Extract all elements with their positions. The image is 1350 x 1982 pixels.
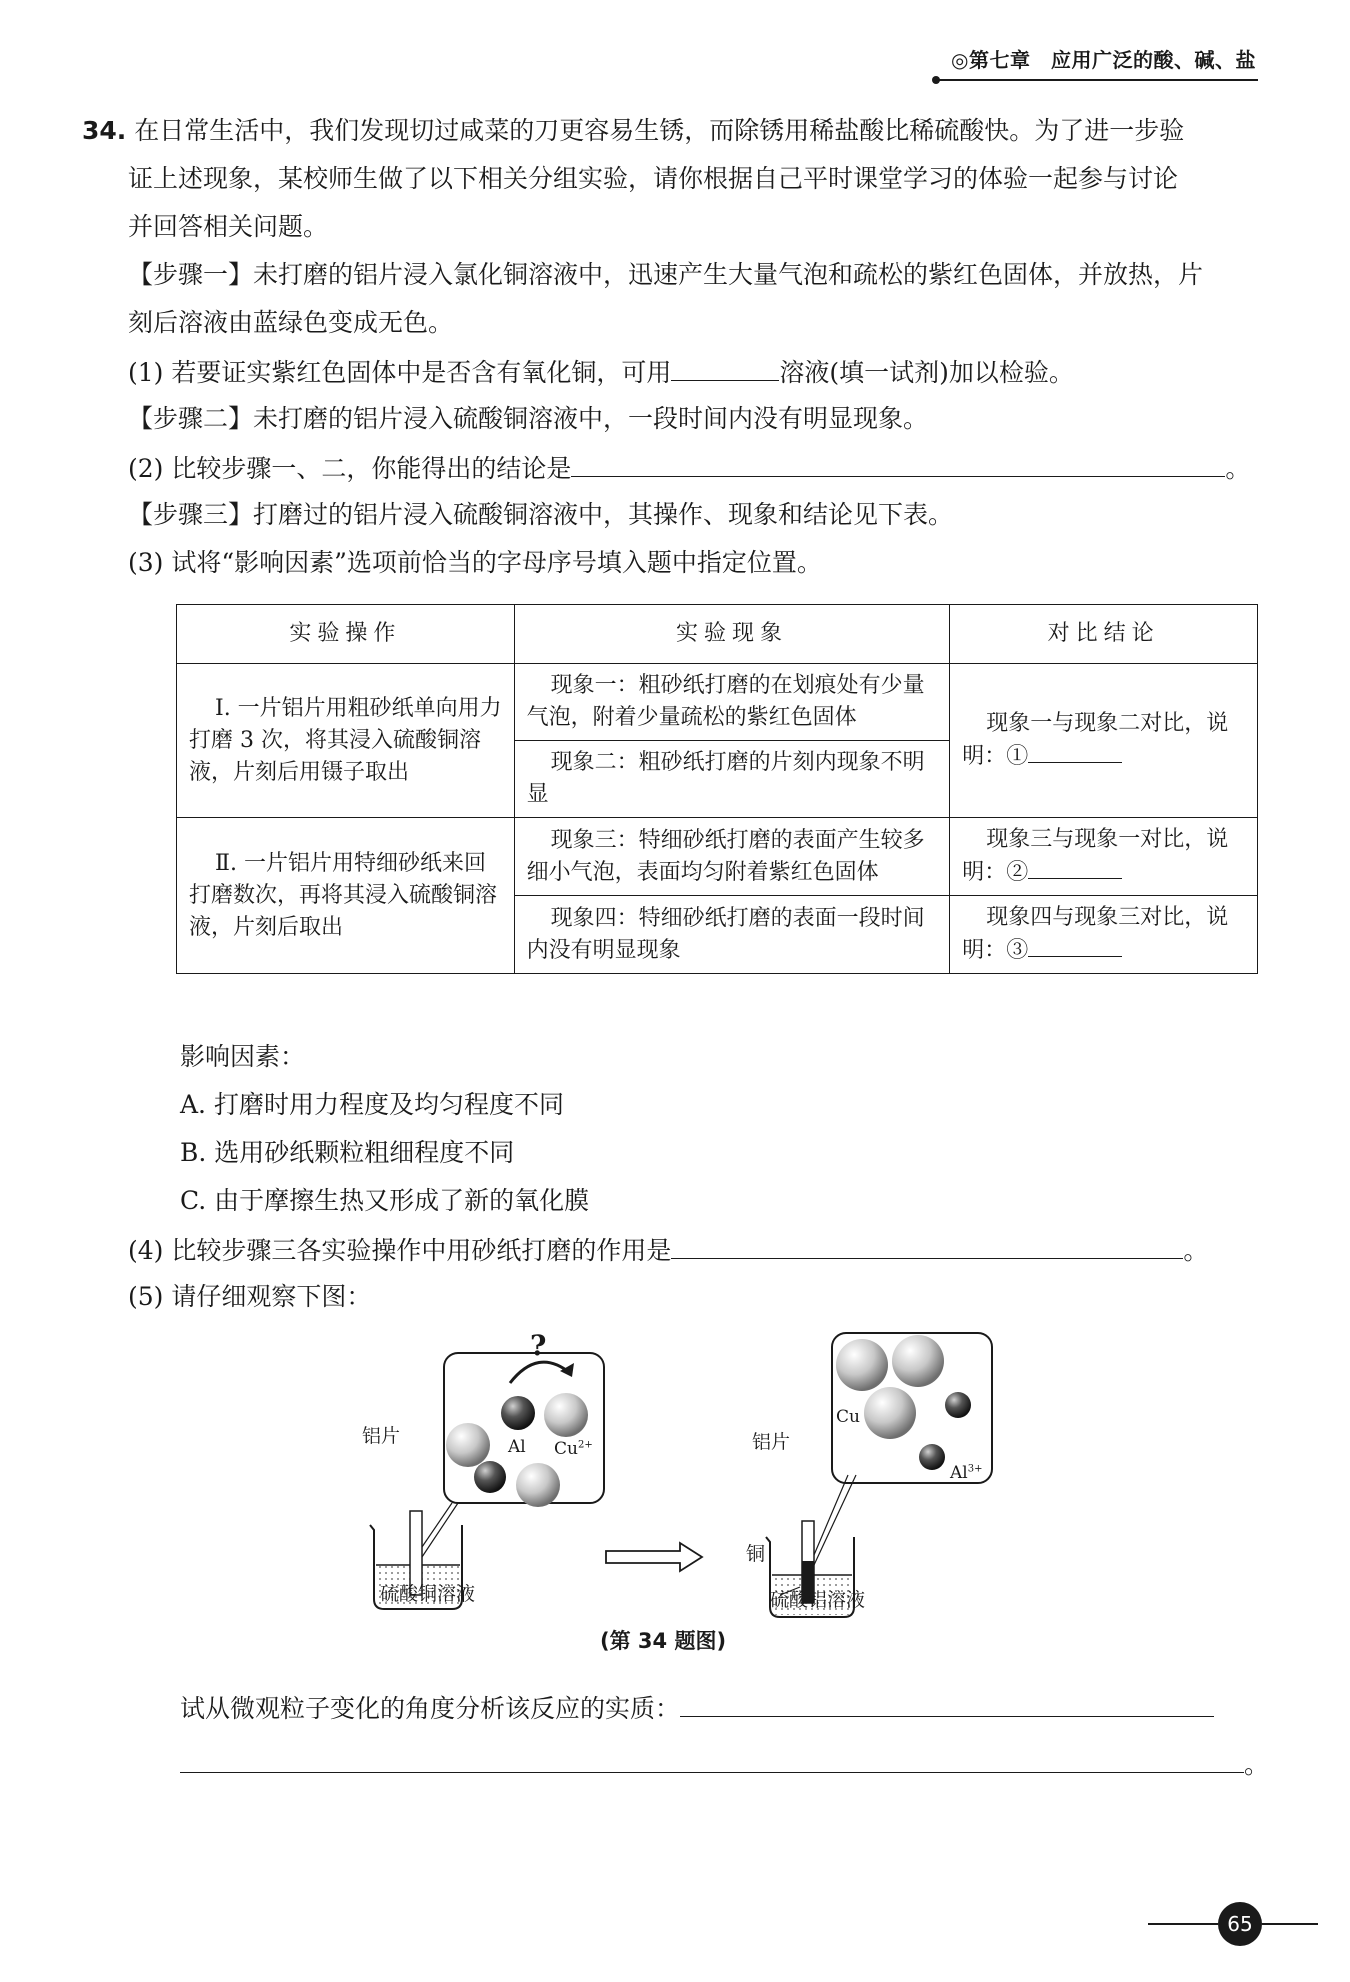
cu-atom-particle <box>836 1339 888 1391</box>
page-number: 65 <box>1218 1902 1262 1946</box>
step1-line-1: 【步骤一】未打磨的铝片浸入氯化铜溶液中，迅速产生大量气泡和疏松的紫红色固体，并放热，片 <box>128 260 1204 289</box>
left-al-label: Al <box>508 1437 526 1457</box>
reaction-figure <box>360 1325 1000 1645</box>
operation-2: Ⅱ. 一片铝片用特细砂纸来回打磨数次，再将其浸入硫酸铜溶液，片刻后取出 <box>177 818 515 974</box>
right-strip-label: 铝片 <box>752 1431 791 1453</box>
final-prompt: 试从微观粒子变化的角度分析该反应的实质： <box>180 1690 1214 1726</box>
factors-title: 影响因素： <box>180 1042 306 1071</box>
factor-a: A. 打磨时用力程度及均匀程度不同 <box>180 1090 564 1119</box>
table-row <box>177 664 1258 741</box>
right-al-label: $Al^{3+}$ <box>950 1463 983 1483</box>
right-copper-label: 铜 <box>746 1543 766 1565</box>
answer-blank-5a[interactable] <box>680 1690 1214 1717</box>
phenomenon-1: 现象一：粗砂纸打磨的在划痕处有少量气泡，附着少量疏松的紫红色固体 <box>514 664 950 741</box>
factor-c: C. 由于摩擦生热又形成了新的氧化膜 <box>180 1186 590 1215</box>
left-solution-label: 硫酸铜溶液 <box>380 1583 476 1605</box>
step1-line-2: 刻后溶液由蓝绿色变成无色。 <box>128 308 454 337</box>
header-conclusion: 对比结论 <box>950 605 1258 664</box>
question-4: (4) 比较步骤三各实验操作中用砂纸打磨的作用是 。 <box>128 1232 1208 1268</box>
conclusion-3: 现象四与现象三对比，说明：③ <box>950 896 1258 974</box>
question-5: (5) 请仔细观察下图： <box>128 1282 372 1311</box>
phenomenon-3: 现象三：特细砂纸打磨的表面产生较多细小气泡，表面均匀附着紫红色固体 <box>514 818 950 896</box>
cu-atom-particle <box>892 1335 944 1387</box>
question-2: (2) 比较步骤一、二，你能得出的结论是 。 <box>128 450 1250 486</box>
answer-blank-4[interactable] <box>671 1232 1183 1259</box>
table-row <box>177 818 1258 896</box>
header-phenomenon: 实验现象 <box>514 605 950 664</box>
phenomenon-2: 现象二：粗砂纸打磨的片刻内现象不明显 <box>514 741 950 818</box>
conclusion-2: 现象三与现象一对比，说明：② <box>950 818 1258 896</box>
question-3: (3) 试将“影响因素”选项前恰当的字母序号填入题中指定位置。 <box>128 548 822 577</box>
answer-blank-circle-2[interactable] <box>1028 856 1122 879</box>
page-number-rule-left <box>1148 1923 1218 1925</box>
al-ion-particle <box>945 1392 971 1418</box>
step3-line: 【步骤三】打磨过的铝片浸入硫酸铜溶液中，其操作、现象和结论见下表。 <box>128 500 954 529</box>
question-mark: ? <box>530 1329 547 1362</box>
reaction-arrow <box>606 1543 702 1571</box>
answer-blank-5b[interactable] <box>180 1746 1244 1773</box>
cu-ion-particle <box>446 1423 490 1467</box>
answer-blank-1[interactable] <box>671 354 779 381</box>
al-atom-particle <box>501 1396 535 1430</box>
al-atom-particle <box>474 1461 506 1493</box>
experiment-table <box>176 604 1258 974</box>
cu-ion-particle <box>544 1393 588 1437</box>
left-strip-label: 铝片 <box>362 1425 401 1447</box>
intro-line-2: 证上述现象，某校师生做了以下相关分组实验，请你根据自己平时课堂学习的体验一起参与讨论 <box>128 164 1179 193</box>
step2-line: 【步骤二】未打磨的铝片浸入硫酸铜溶液中，一段时间内没有明显现象。 <box>128 404 929 433</box>
intro-line-1: 34. 在日常生活中，我们发现切过咸菜的刀更容易生锈，而除锈用稀盐酸比稀硫酸快。为了进一步验 <box>82 116 1185 145</box>
right-cu-label: Cu <box>836 1407 860 1427</box>
header-rule <box>936 79 1258 81</box>
right-solution-label: 硫酸铝溶液 <box>770 1589 866 1611</box>
phenomenon-4: 现象四：特细砂纸打磨的表面一段时间内没有明显现象 <box>514 896 950 974</box>
page-number-rule-right <box>1262 1923 1318 1925</box>
table-header-row <box>177 605 1258 664</box>
answer-blank-2[interactable] <box>571 450 1225 477</box>
operation-1: Ⅰ. 一片铝片用粗砂纸单向用力打磨 3 次，将其浸入硫酸铜溶液，片刻后用镊子取出 <box>177 664 515 818</box>
cu-ion-particle <box>516 1463 560 1507</box>
answer-blank-circle-3[interactable] <box>1028 934 1122 957</box>
final-line-2: 。 <box>180 1746 1269 1782</box>
figure-caption: (第 34 题图) <box>600 1629 727 1653</box>
factor-b: B. 选用砂纸颗粒粗细程度不同 <box>180 1138 515 1167</box>
header-operation: 实验操作 <box>177 605 515 664</box>
conclusion-1: 现象一与现象二对比，说明：① <box>950 664 1258 818</box>
cu-atom-particle <box>864 1387 916 1439</box>
al-ion-particle <box>919 1444 945 1470</box>
question-number: 34. <box>82 116 127 145</box>
answer-blank-circle-1[interactable] <box>1028 740 1122 763</box>
left-cu-label: $Cu^{2+}$ <box>554 1439 593 1459</box>
intro-line-3: 并回答相关问题。 <box>128 212 329 241</box>
chapter-header: ◎第七章 应用广泛的酸、碱、盐 <box>951 48 1256 72</box>
question-1: (1) 若要证实紫红色固体中是否含有氧化铜，可用 溶液(填一试剂)加以检验。 <box>128 354 1074 390</box>
